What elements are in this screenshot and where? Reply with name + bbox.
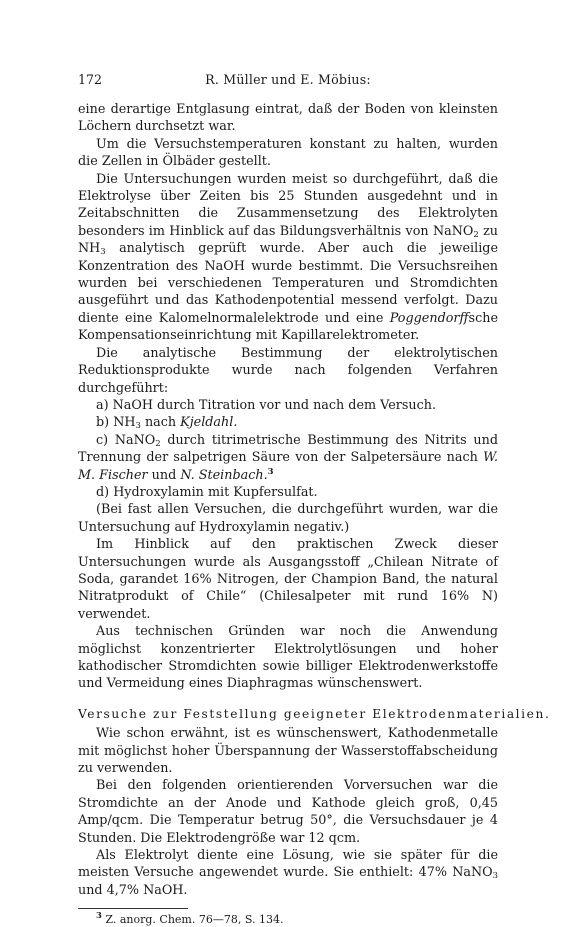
paragraph: Aus technischen Gründen war noch die Anwendung möglichst konzentrierter Elektrolytlösungen und hoher kathodischer Stromdichten sowie billiger Elektrodenwerkstoffe und Vermeidung eines Diaphragmas wünschenswert. — [78, 624, 498, 692]
list-item: b) $NH_3$ nach Kjeldahl. — [96, 415, 238, 432]
section-heading: Versuche zur Feststellung geeigneter Elektrodenmaterialien. — [78, 706, 551, 721]
paragraph: eine derartige Entglasung eintrat, daß der Boden von kleinsten Löchern durchsetzt war. — [78, 102, 498, 135]
paragraph: Die Untersuchungen wurden meist so durchgeführt, daß die Elektrolyse über Zeiten bis 25 Stunden ausgedehnt und in Zeitabschnitten die Zusammensetzung des Elektrolyten besonders im Hinblick auf das Bildungsverhältnis von NaNO$_2$ zu $NH_3$ analytisch geprüft wurde. Aber auch die jeweilige Konzentration des NaOH wurde bestimmt. Die Versuchsreihen wurden bei verschiedenen Temperaturen und Stromdichten ausgeführt und das Kathodenpotential messend verfolgt. Dazu diente eine Kalomelnormalelektrode und eine Poggendorffsche Kompensationseinrichtung mit Kapillarelektrometer. — [78, 171, 499, 344]
list-item: a) NaOH durch Titration vor und nach dem Versuch. — [96, 397, 436, 413]
list-item: d) Hydroxylamin mit Kupfersulfat. — [96, 484, 318, 500]
paragraph: Im Hinblick auf den praktischen Zweck dieser Untersuchungen wurde als Ausgangsstoff „Chilean Nitrate of Soda, garandet 16% Nitrogen, der Champion Band, the natural Nitratprodukt of Chile“ (Chilesalpeter mit rund 16% N) verwendet. — [78, 537, 498, 622]
paragraph: Bei den folgenden orientierenden Vorversuchen war die Stromdichte an der Anode und Kathode gleich groß, 0,45 Amp/qcm. Die Temperatur betrug 50°, die Versuchsdauer je 4 Stunden. Die Elektrodengröße war 12 qcm. — [78, 778, 498, 846]
paragraph: Um die Versuchstemperaturen konstant zu halten, wurden die Zellen in Ölbäder gestellt. — [78, 136, 498, 170]
list-item: c) NaNO$_2$ durch titrimetrische Bestimmung des Nitrits und Trennung der salpetrigen Säure von der Salpetersäure nach W. M. Fischer und N. Steinbach.$^3$ — [78, 432, 498, 483]
paragraph: (Bei fast allen Versuchen, die durchgeführt wurden, war die Untersuchung auf Hydroxylamin negativ.) — [78, 502, 498, 535]
footnote-ref: 3 — [267, 466, 274, 477]
footnote-rule — [78, 908, 188, 909]
paragraph: Als Elektrolyt diente eine Lösung, wie sie später für die meisten Versuche angewendet wurde. Sie enthielt: 47% NaNO$_3$ und 4,7% NaOH. — [78, 848, 498, 898]
footnote: $^3$ Z. anorg. Chem. 76—78, S. 134. — [96, 911, 284, 927]
page-number: 172 — [78, 72, 103, 87]
paragraph: Die analytische Bestimmung der elektrolytischen Reduktionsprodukte wurde nach folgenden Verfahren durchgeführt: — [78, 345, 498, 396]
paragraph: Wie schon erwähnt, ist es wünschenswert, Kathodenmetalle mit möglichst hoher Überspannung der Wasserstoffabscheidung zu verwenden. — [78, 726, 498, 777]
running-title: R. Müller und E. Möbius: — [205, 72, 371, 87]
footnote-marker: 3 — [96, 911, 102, 922]
body-text — [78, 101, 551, 927]
